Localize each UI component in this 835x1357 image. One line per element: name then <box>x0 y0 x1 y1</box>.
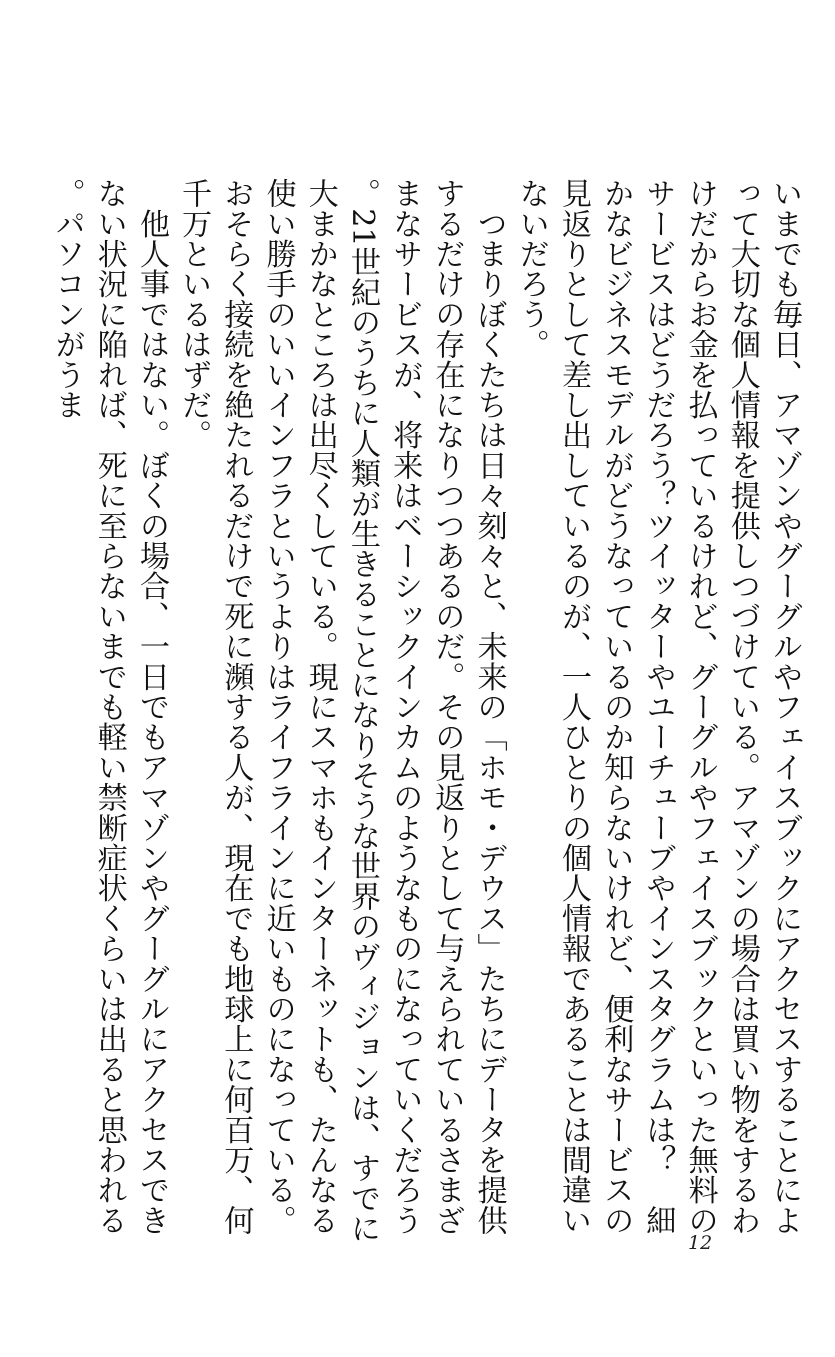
page-number: 12 <box>688 1232 713 1254</box>
paragraph-3: 他人事ではない。ぼくの場合、一日でもアマゾンやグーグルにアクセスできない状況に陥れば、死に至らないまでも軽い禁断症状くらいは出ると思われる。パソコンがうま <box>49 178 169 1235</box>
paragraph-2: つまりぼくたちは日々刻々と、未来の「ホモ・デウス」たちにデータを提供するだけの存在になりつつあるのだ。その見返りとして与えられているさまざまなサービスが、将来はベーシックインカムのようなものになっていくだろう。21世紀のうちに人類が生きることになりそうな世界のヴィジョンは、すでに大まかなところは出尽くしている。現にスマホもインターネットも、たんなる使い勝手のいいインフラというよりはライフラインに近いものになっている。おそらく接続を絶たれるだけで死に瀕する人が、現在でも地球上に何百万、何千万といるはずだ。 <box>176 178 507 1244</box>
paragraph-1: いまでも毎日、アマゾンやグーグルやフェイスブックにアクセスすることによって大切な個人情報を提供しつづけている。アマゾンの場合は買い物をするわけだからお金を払っているけれど、グーグルやフェイスブックといった無料のサービスはどうだろう？ツイッターやユーチューブやインスタグラムは？ 細かなビジネスモデルがどうなっているのか知らないけれど、便利なサービスの見返りとして差し出しているのが、一人ひとりの個人情報であることは間違いないだろう。 <box>513 178 802 1235</box>
vertical-text-body <box>45 178 805 1256</box>
